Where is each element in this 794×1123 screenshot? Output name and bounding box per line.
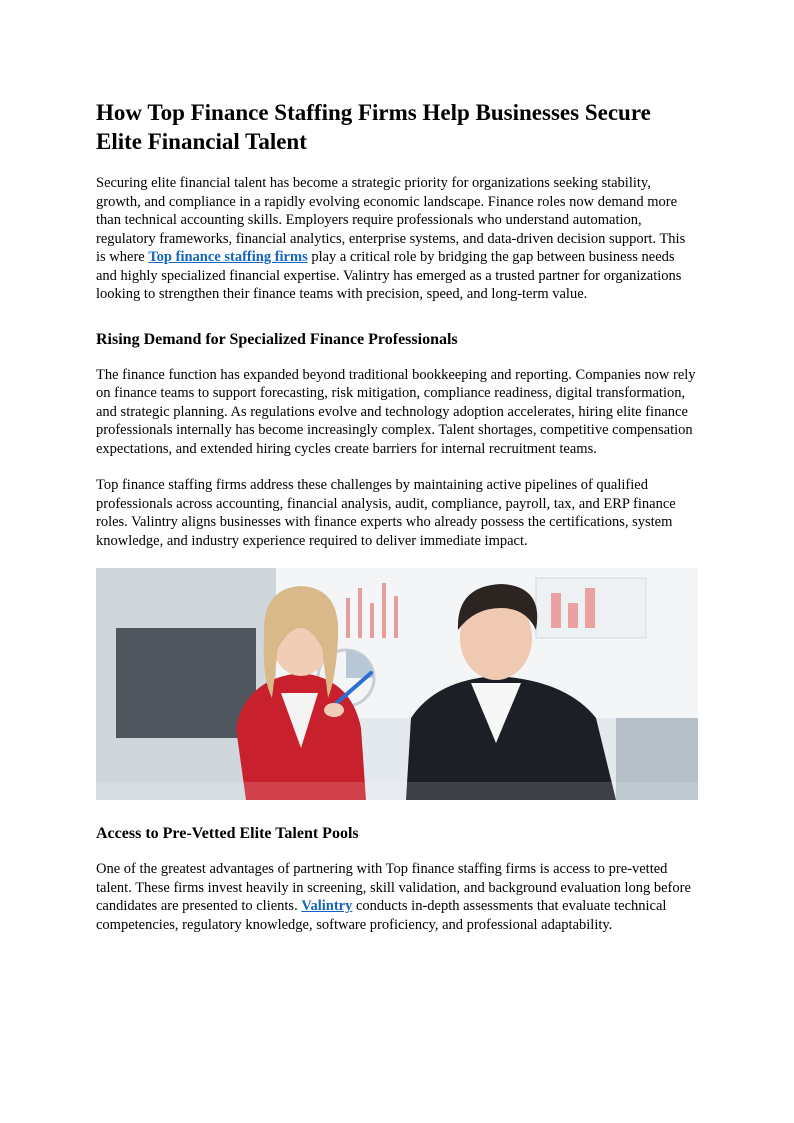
article-title: How Top Finance Staffing Firms Help Businesses Secure Elite Financial Talent bbox=[96, 100, 651, 154]
intro-paragraph bbox=[96, 174, 698, 304]
intro-text-before: Securing elite financial talent has become a strategic priority for organizations seeking stability, growth, and compliance in a rapidly evolving economic landscape. Finance roles now demand more than technical accounting skills. Employers require professionals who understand automation, regulatory frameworks, financial analytics, enterprise systems, and data-driven decision support. This is where bbox=[96, 175, 686, 265]
pre-vetted-text-before: One of the greatest advantages of partnering with Top finance staffing firms is access to pre-vetted talent. These firms invest heavily in screening, skill validation, and background evaluation long before candidates are presented to clients. bbox=[96, 861, 691, 914]
section-heading-rising-demand: Rising Demand for Specialized Finance Professionals bbox=[96, 330, 458, 348]
rising-demand-paragraph-2: Top finance staffing firms address these challenges by maintaining active pipelines of qualified professionals across accounting, financial analysis, audit, compliance, payroll, tax, and ERP finance roles. Valintry aligns businesses with finance experts who already possess the certifications, system knowledge, and industry experience required to deliver immediate impact. bbox=[96, 477, 676, 549]
pre-vetted-text-after: conducts in-depth assessments that evaluate technical competencies, regulatory knowledge, software proficiency, and professional adaptability. bbox=[96, 898, 667, 933]
rising-demand-paragraph-1: The finance function has expanded beyond traditional bookkeeping and reporting. Companies now rely on finance teams to support forecasting, risk mitigation, compliance readiness, digital transformation, and strategic planning. As regulations evolve and technology adoption accelerates, hiring elite finance professionals internally has become increasingly complex. Talent shortages, competitive compensation expectations, and extended hiring cycles create barriers for internal recruitment teams. bbox=[96, 366, 696, 457]
office-photo-illustration bbox=[96, 568, 698, 800]
top-finance-staffing-firms-link[interactable]: Top finance staffing firms bbox=[148, 249, 308, 265]
valintry-link[interactable]: Valintry bbox=[301, 898, 353, 914]
office-photo bbox=[96, 568, 698, 800]
pre-vetted-paragraph bbox=[96, 860, 698, 934]
section-heading-pre-vetted: Access to Pre-Vetted Elite Talent Pools bbox=[96, 825, 359, 842]
intro-text-after: play a critical role by bridging the gap between business needs and highly specialized financial expertise. Valintry has emerged as a trusted partner for organizations looking to strengthen their finance teams with precision, speed, and long-term value. bbox=[96, 249, 682, 302]
document-page bbox=[96, 98, 698, 952]
